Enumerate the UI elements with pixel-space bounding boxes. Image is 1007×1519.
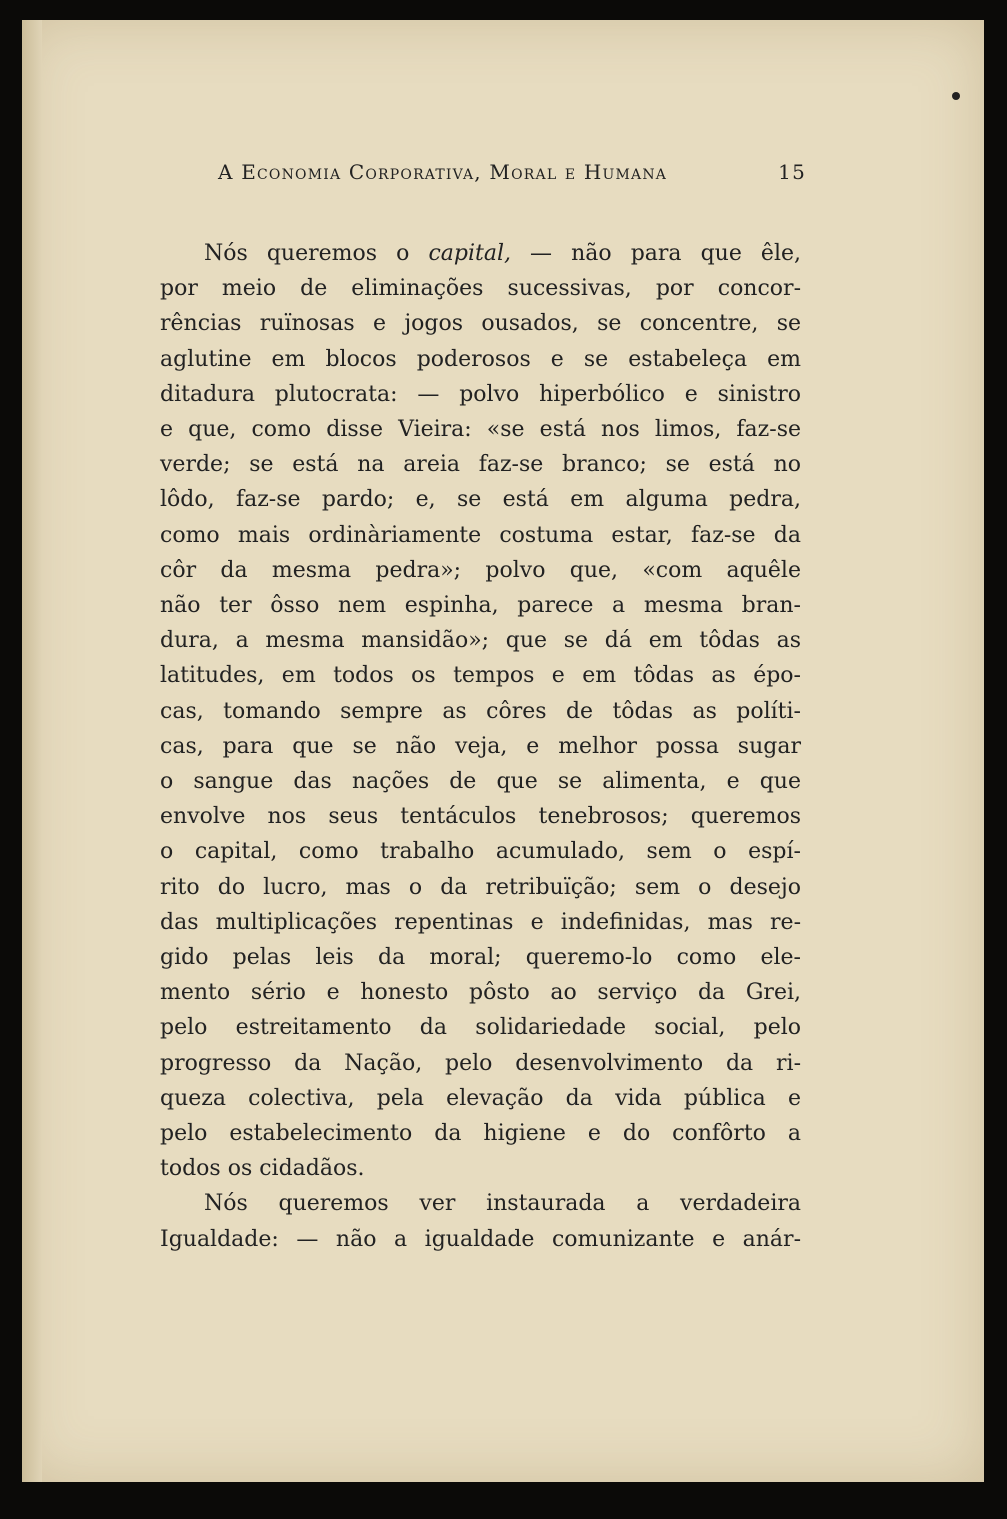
text-line: gido pelas leis da moral; queremo-lo como ele- xyxy=(160,945,801,971)
text-line: lôdo, faz-se pardo; e, se está em alguma pedra, xyxy=(160,487,801,513)
text-line: pelo estabelecimento da higiene e do confôrto a xyxy=(160,1121,801,1147)
text-line: o capital, como trabalho acumulado, sem o espí- xyxy=(160,839,801,865)
text-line: dura, a mesma mansidão»; que se dá em tôdas as xyxy=(160,628,801,654)
text-line: côr da mesma pedra»; polvo que, «com aquêle xyxy=(160,557,801,583)
text-line: envolve nos seus tentáculos tenebrosos; queremos xyxy=(160,804,801,830)
text-line: o sangue das nações de que se alimenta, e que xyxy=(160,769,801,795)
text-line: mento sério e honesto pôsto ao serviço da Grei, xyxy=(160,980,801,1006)
text-line: não ter ôsso nem espinha, parece a mesma bran- xyxy=(160,593,801,619)
text-line: como mais ordinàriamente costuma estar, faz-se da xyxy=(160,522,801,548)
running-title: A Economia Corporativa, Moral e Humana xyxy=(218,160,668,184)
text-line: rito do lucro, mas o da retribuïção; sem o desejo xyxy=(160,874,801,900)
text-line: e que, como disse Vieira: «se está nos limos, faz-se xyxy=(160,417,801,443)
page-gutter xyxy=(22,20,42,1482)
text-line: rências ruïnosas e jogos ousados, se concentre, se xyxy=(160,311,801,337)
text-line: pelo estreitamento da solidariedade social, pelo xyxy=(160,1015,801,1041)
body-text xyxy=(160,236,801,1257)
running-header xyxy=(218,160,806,184)
italic-word: capital, xyxy=(428,241,511,266)
text-line: Nós queremos ver instaurada a verdadeira xyxy=(204,1191,801,1217)
text-line: aglutine em blocos poderosos e se estabeleça em xyxy=(160,346,801,372)
text-line: Igualdade: — não a igualdade comunizante e anár- xyxy=(160,1226,801,1252)
text-line: progresso da Nação, pelo desenvolvimento da ri- xyxy=(160,1050,801,1076)
text-line: Nós queremos o capital, — não para que êle, xyxy=(204,241,802,266)
text-line: verde; se está na areia faz-se branco; se está no xyxy=(160,452,801,478)
text-line: cas, tomando sempre as côres de tôdas as políti- xyxy=(160,698,801,724)
ink-spot xyxy=(952,92,960,100)
text-line: todos os cidadãos. xyxy=(160,1156,365,1182)
text-line: cas, para que se não veja, e melhor possa sugar xyxy=(160,733,801,759)
page-number: 15 xyxy=(778,160,806,184)
text-line: por meio de eliminações sucessivas, por concor- xyxy=(160,276,801,302)
text-line: ditadura plutocrata: — polvo hiperbólico e sinistro xyxy=(160,381,801,407)
text-line: latitudes, em todos os tempos e em tôdas as épo- xyxy=(160,663,801,689)
text-line: das multiplicações repentinas e indefinidas, mas re- xyxy=(160,909,801,935)
text-line: queza colectiva, pela elevação da vida pública e xyxy=(160,1085,801,1111)
